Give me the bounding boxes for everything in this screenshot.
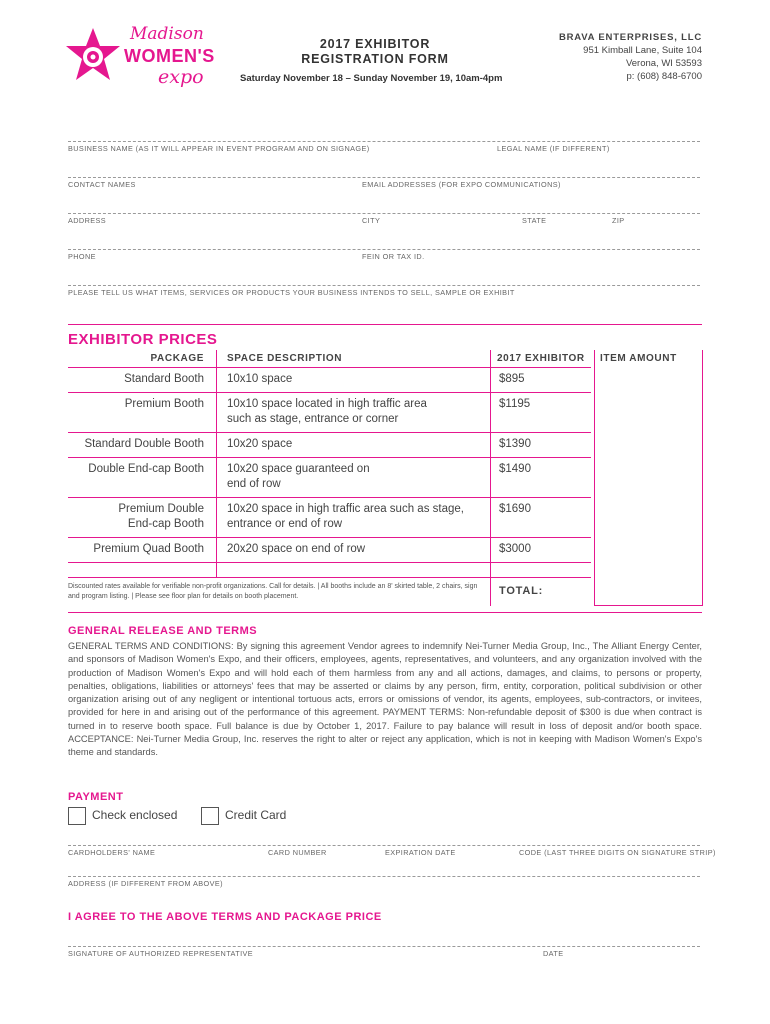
logo-madison: Madison bbox=[130, 24, 204, 44]
total-label: TOTAL: bbox=[499, 585, 544, 597]
row-line bbox=[68, 497, 591, 498]
row-line bbox=[68, 537, 591, 538]
event-dates: Saturday November 18 – Sunday November 19, 10am-4pm bbox=[240, 73, 503, 84]
row-price: $1195 bbox=[499, 398, 531, 410]
address-line[interactable] bbox=[68, 213, 700, 214]
release-title: GENERAL RELEASE AND TERMS bbox=[68, 625, 258, 637]
form-title-line2: REGISTRATION FORM bbox=[301, 52, 449, 66]
state-label: STATE bbox=[522, 216, 547, 225]
date-label: DATE bbox=[543, 949, 564, 958]
row-line bbox=[68, 367, 591, 368]
row-package: Standard Booth bbox=[124, 373, 204, 385]
header-space: SPACE DESCRIPTION bbox=[227, 353, 343, 364]
signature-label: SIGNATURE OF AUTHORIZED REPRESENTATIVE bbox=[68, 949, 254, 958]
logo-expo: expo bbox=[158, 66, 204, 88]
card-number-label: CARD NUMBER bbox=[268, 848, 327, 857]
col-sep-1 bbox=[216, 350, 217, 577]
city-label: CITY bbox=[362, 216, 381, 225]
row-price: $1490 bbox=[499, 463, 531, 475]
address-label: ADDRESS bbox=[68, 216, 107, 225]
header-exhibitor: 2017 EXHIBITOR bbox=[497, 353, 585, 364]
contact-line[interactable] bbox=[68, 177, 700, 178]
row-description: 10x20 space guaranteed on end of row bbox=[227, 463, 370, 490]
row-package: Double End-cap Booth bbox=[88, 463, 204, 475]
row-package: Premium Booth bbox=[124, 398, 204, 410]
row-description: 10x20 space bbox=[227, 438, 293, 450]
payment-title: PAYMENT bbox=[68, 791, 124, 803]
code-label: CODE (LAST THREE DIGITS ON SIGNATURE STRIP) bbox=[519, 848, 716, 857]
form-title bbox=[240, 37, 510, 67]
fein-label: FEIN OR TAX ID. bbox=[362, 252, 425, 261]
logo-womens: WOMEN'S bbox=[124, 46, 215, 66]
phone-label: PHONE bbox=[68, 252, 96, 261]
flower-icon bbox=[62, 26, 124, 88]
expiration-label: EXPIRATION DATE bbox=[385, 848, 456, 857]
business-name-line[interactable] bbox=[68, 141, 700, 142]
row-package: Standard Double Booth bbox=[84, 438, 204, 450]
row-price: $895 bbox=[499, 373, 525, 385]
row-description: 10x10 space located in high traffic area such as stage, entrance or corner bbox=[227, 398, 427, 425]
items-label: PLEASE TELL US WHAT ITEMS, SERVICES OR PRODUCTS YOUR BUSINESS INTENDS TO SELL, SAMPLE OR EXHIBIT bbox=[68, 288, 515, 297]
prices-divider bbox=[68, 324, 702, 325]
row-line bbox=[68, 577, 591, 578]
signature-line[interactable] bbox=[68, 946, 700, 947]
business-name-label: BUSINESS NAME (AS IT WILL APPEAR IN EVENT PROGRAM AND ON SIGNAGE) bbox=[68, 144, 370, 153]
company-address1: 951 Kimball Lane, Suite 104 bbox=[583, 45, 702, 56]
form-title-line1: 2017 EXHIBITOR bbox=[319, 37, 431, 51]
row-description: 10x20 space in high traffic area such as stage, entrance or end of row bbox=[227, 503, 464, 530]
row-line bbox=[68, 432, 591, 433]
col-sep-2 bbox=[490, 350, 491, 606]
header-package: PACKAGE bbox=[150, 353, 204, 364]
row-price: $1390 bbox=[499, 438, 531, 450]
item-amount-box[interactable] bbox=[594, 350, 703, 606]
card-details-line[interactable] bbox=[68, 845, 700, 846]
check-enclosed-label: Check enclosed bbox=[92, 808, 178, 822]
check-enclosed-checkbox[interactable] bbox=[68, 807, 86, 825]
credit-card-label: Credit Card bbox=[225, 808, 287, 822]
company-address2: Verona, WI 53593 bbox=[625, 58, 702, 69]
company-info bbox=[520, 31, 702, 83]
row-package: Premium Quad Booth bbox=[93, 543, 204, 555]
contact-names-label: CONTACT NAMES bbox=[68, 180, 136, 189]
phone-line[interactable] bbox=[68, 249, 700, 250]
row-line bbox=[68, 457, 591, 458]
row-price: $1690 bbox=[499, 503, 531, 515]
agree-title: I AGREE TO THE ABOVE TERMS AND PACKAGE PRICE bbox=[68, 911, 382, 923]
email-label: EMAIL ADDRESSES (FOR EXPO COMMUNICATIONS) bbox=[362, 180, 561, 189]
logo bbox=[62, 22, 222, 104]
cardholder-label: CARDHOLDERS' NAME bbox=[68, 848, 156, 857]
row-description: 10x10 space bbox=[227, 373, 293, 385]
row-package: Premium Double End-cap Booth bbox=[118, 503, 204, 530]
release-body: GENERAL TERMS AND CONDITIONS: By signing this agreement Vendor agrees to indemnify Nei-Turner Media Group, Inc., The Alliant Energy Center, and sponsors of Madison Women's Expo, and their officers, employees, agents, representatives, and volunteers, and any organization involved with the production of Madison Women's Expo and will hold each of them harmless from any and all actions, damages, and claims, to persons or property, penalties, obligations, liabilities or attorneys' fees that may be asserted or claims by any person, firm, entity, corporation, political subdivision or other organization arising out of any negligent or intentional tortuous acts, errors or omissions of vendor, its agents, employees, sub-contractors, or invitees, provided for here in and arising out of the performance of this agreement. PAYMENT TERMS: Non-refundable deposit of $300 is due when contract is turned in to reserve booth space. Full balance is due by October 1, 2017. Failure to pay balance will result in loss of deposit and/or booth space. ACCEPTANCE: Nei-Turner Media Group, Inc. reserves the right to alter or reject any application, which is not in keeping with Madison Women's Expo's theme and standards. bbox=[68, 641, 702, 758]
credit-card-checkbox[interactable] bbox=[201, 807, 219, 825]
legal-name-label: LEGAL NAME (IF DIFFERENT) bbox=[497, 144, 610, 153]
payment-address-label: ADDRESS (IF DIFFERENT FROM ABOVE) bbox=[68, 879, 223, 888]
header-amount: ITEM AMOUNT bbox=[600, 353, 677, 364]
prices-title: EXHIBITOR PRICES bbox=[68, 331, 218, 348]
row-price: $3000 bbox=[499, 543, 531, 555]
prices-note: Discounted rates available for verifiable non-profit organizations. Call for details. | All booths include an 8' skirted table, 2 chairs, sign and program listing. | Please see floor plan for details on booth placement. bbox=[68, 583, 478, 600]
payment-address-line[interactable] bbox=[68, 876, 700, 877]
row-description: 20x20 space on end of row bbox=[227, 543, 366, 555]
company-phone: p: (608) 848-6700 bbox=[626, 71, 702, 82]
release-divider bbox=[68, 612, 702, 613]
company-name: BRAVA ENTERPRISES, LLC bbox=[558, 32, 702, 43]
row-line bbox=[68, 392, 591, 393]
row-line bbox=[68, 562, 591, 563]
zip-label: ZIP bbox=[612, 216, 625, 225]
items-line[interactable] bbox=[68, 285, 700, 286]
